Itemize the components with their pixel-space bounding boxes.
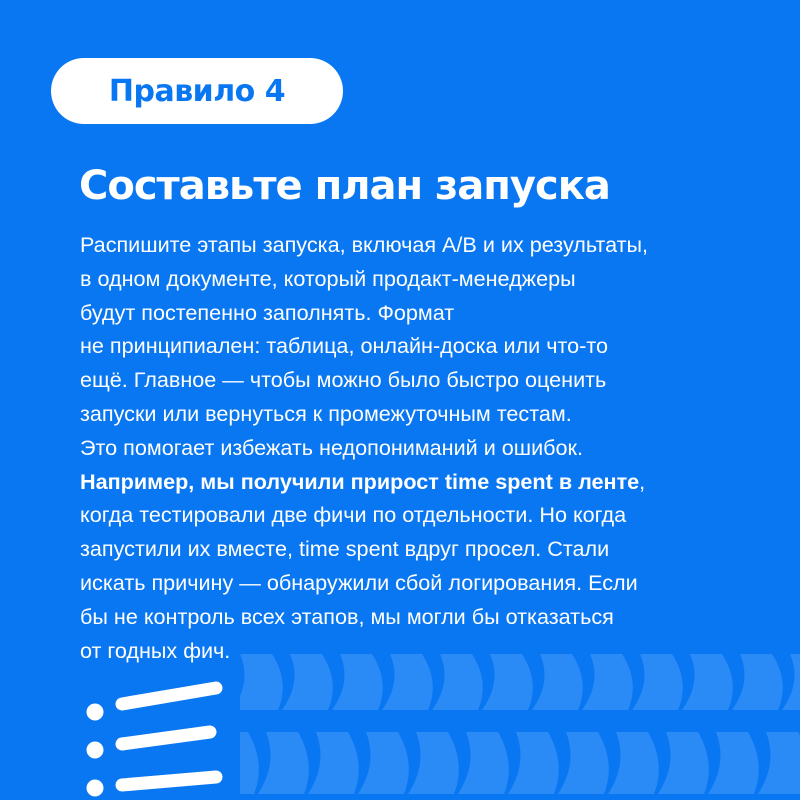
arc-stripe	[708, 732, 759, 794]
body-line: Это помогает избежать недопониманий и ошибок.	[80, 434, 584, 460]
arc-stripe	[758, 732, 800, 794]
body-line: запустили их вместе, time spent вдруг просел. Стали	[80, 536, 610, 562]
body-line: от годных фич.	[80, 637, 231, 663]
decorative-arc-pattern	[240, 650, 800, 800]
arc-stripe	[782, 654, 800, 710]
arc-stripe	[608, 732, 659, 794]
rule-badge	[51, 58, 343, 124]
body-line: Распишите этапы запуска, включая A/B и их результаты,	[80, 232, 649, 257]
arc-stripe	[732, 654, 783, 710]
arc-stripe	[432, 654, 483, 710]
bold-lead: Например, мы получили прирост time spent в ленте	[80, 468, 640, 494]
body-line-emphasis	[80, 465, 780, 499]
arc-stripe	[458, 732, 509, 794]
arc-stripe	[258, 732, 309, 794]
arc-stripe	[558, 732, 609, 794]
arc-stripe	[508, 732, 559, 794]
rule-badge-label: Правило 4	[108, 73, 286, 109]
arc-stripe	[408, 732, 459, 794]
arc-stripe	[282, 654, 333, 710]
arc-stripe	[582, 654, 633, 710]
arc-stripe	[332, 654, 383, 710]
arc-stripe	[358, 732, 409, 794]
arc-stripe	[382, 654, 433, 710]
body-line: ещё. Главное — чтобы можно было быстро оценить	[80, 367, 607, 393]
list-icon	[80, 678, 230, 800]
arc-stripe	[482, 654, 533, 710]
body-line: бы не контроль всех этапов, мы могли бы отказаться	[80, 603, 614, 629]
arc-stripe	[658, 732, 709, 794]
arc-stripe	[682, 654, 733, 710]
body-line: искать причину — обнаружили сбой логирования. Если	[80, 569, 638, 595]
body-line: не принципиален: таблица, онлайн-доска или что-то	[80, 333, 608, 359]
body-line: будут постепенно заполнять. Формат	[80, 299, 455, 325]
bold-tail: ,	[639, 468, 646, 494]
arc-stripe	[240, 732, 259, 794]
body-line: когда тестировали две фичи по отдельности. Но когда	[80, 502, 627, 528]
page-title: Составьте план запуска	[79, 163, 610, 209]
arc-stripe	[308, 732, 359, 794]
body-line: в одном документе, который продакт-менеджеры	[80, 265, 576, 291]
arc-stripe	[632, 654, 683, 710]
arc-stripe	[240, 654, 283, 710]
body-line: запуски или вернуться к промежуточным тестам.	[80, 400, 572, 426]
arc-stripe	[532, 654, 583, 710]
body-text	[80, 228, 780, 667]
